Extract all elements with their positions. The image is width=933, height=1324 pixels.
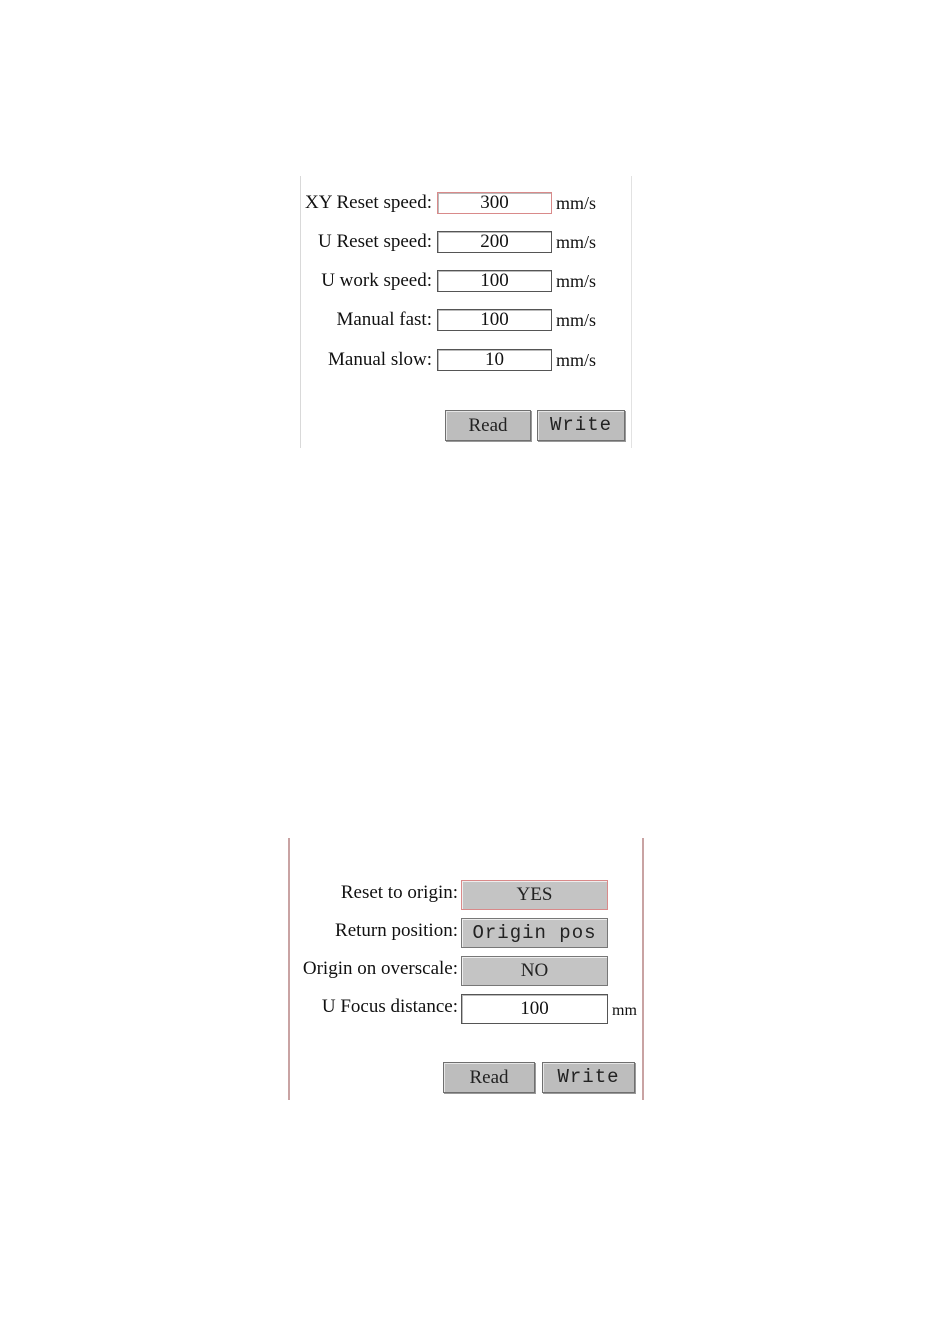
write-button[interactable]: Write — [537, 410, 625, 441]
origin-settings-panel — [288, 838, 644, 1100]
xy-reset-speed-input[interactable]: 300 — [437, 192, 552, 214]
reset-to-origin-toggle[interactable]: YES — [461, 880, 608, 910]
u-focus-distance-unit: mm — [612, 1002, 637, 1019]
u-reset-speed-input[interactable]: 200 — [437, 231, 552, 253]
read-button[interactable]: Read — [445, 410, 531, 441]
reset-to-origin-label: Reset to origin: — [340, 882, 458, 903]
u-focus-distance-input[interactable]: 100 — [461, 994, 608, 1024]
u-reset-speed-label: U Reset speed: — [318, 231, 432, 252]
manual-fast-unit: mm/s — [556, 310, 597, 330]
u-work-speed-unit: mm/s — [556, 271, 597, 291]
manual-fast-input[interactable]: 100 — [437, 309, 552, 331]
u-focus-distance-label: U Focus distance: — [321, 996, 458, 1017]
u-reset-speed-unit: mm/s — [556, 232, 597, 252]
origin-on-overscale-label: Origin on overscale: — [302, 958, 458, 979]
manual-slow-unit: mm/s — [556, 350, 597, 370]
return-position-select[interactable]: Origin pos — [461, 918, 608, 948]
read-button[interactable]: Read — [443, 1062, 535, 1093]
speed-settings-panel — [300, 176, 632, 448]
origin-on-overscale-toggle[interactable]: NO — [461, 956, 608, 986]
xy-reset-speed-unit: mm/s — [556, 193, 597, 213]
xy-reset-speed-label: XY Reset speed: — [305, 192, 432, 213]
manual-slow-input[interactable]: 10 — [437, 349, 552, 371]
return-position-label: Return position: — [335, 920, 458, 941]
manual-fast-label: Manual fast: — [336, 309, 432, 330]
write-button[interactable]: Write — [542, 1062, 635, 1093]
manual-slow-label: Manual slow: — [328, 349, 432, 370]
u-work-speed-label: U work speed: — [321, 270, 432, 291]
u-work-speed-input[interactable]: 100 — [437, 270, 552, 292]
